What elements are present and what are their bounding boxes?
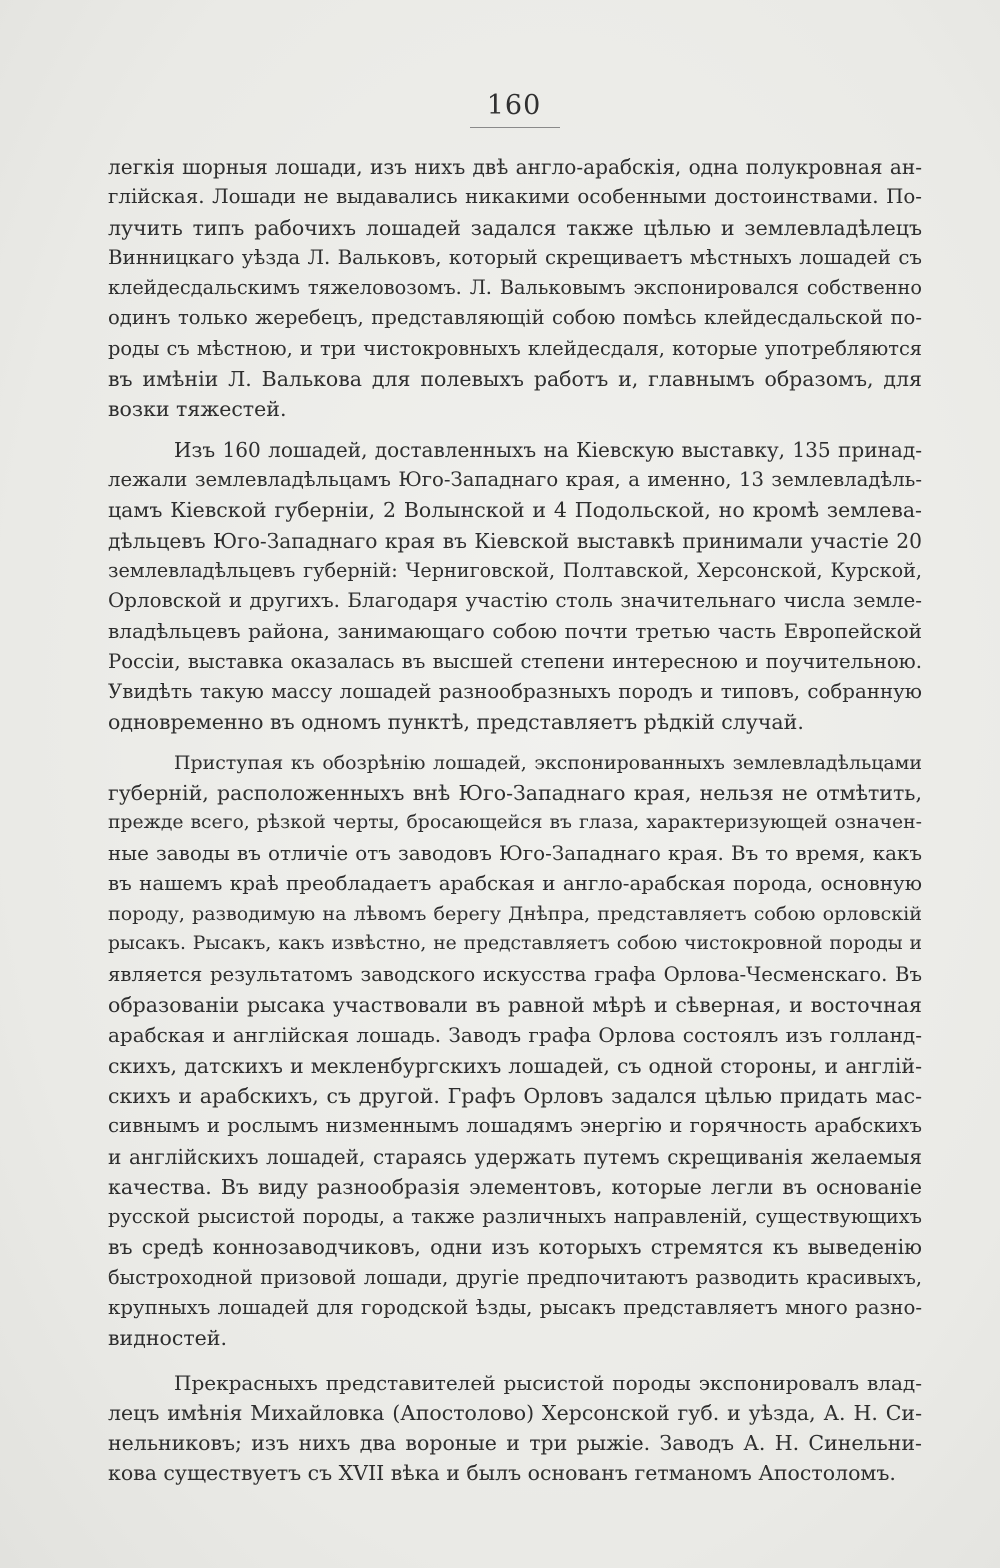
text-line: легкія шорныя лошади, изъ нихъ двѣ англо-арабскія, одна полукровная ан- (108, 155, 922, 179)
page-number-rule (470, 127, 560, 128)
text-line: видностей. (108, 1326, 227, 1351)
text-line: прежде всего, рѣзкой черты, бросающейся въ глаза, характеризующей означен- (108, 812, 922, 834)
text-line: возки тяжестей. (108, 397, 287, 422)
text-line: владѣльцевъ района, занимающаго собою почти третью часть Европейской (108, 619, 922, 644)
text-line: глійская. Лошади не выдавались никакими особенными достоинствами. По- (108, 185, 922, 209)
text-line: рысакъ. Рысакъ, какъ извѣстно, не представляетъ собою чистокровной породы и (108, 933, 922, 955)
text-line: быстроходной призовой лошади, другіе предпочитаютъ разводить красивыхъ, (108, 1265, 922, 1289)
page-number: 160 (486, 90, 542, 121)
text-line: клейдесдальскимъ тяжеловозомъ. Л. Вальковымъ экспонировался собственно (108, 276, 922, 300)
text-line: въ имѣніи Л. Валькова для полевыхъ работъ и, главнымъ образомъ, для (108, 367, 922, 392)
text-line: нельниковъ; изъ нихъ два вороные и три рыжіе. Заводъ А. Н. Синельни- (108, 1431, 922, 1456)
text-line: въ средѣ коннозаводчиковъ, одни изъ которыхъ стремятся къ выведенію (108, 1235, 922, 1260)
text-line: Приступая къ обозрѣнію лошадей, экспонированныхъ землевладѣльцами (174, 751, 922, 774)
paragraph (108, 435, 922, 738)
paragraph (108, 152, 922, 425)
text-line: сивнымъ и рослымъ низменнымъ лошадямъ энергію и горячность арабскихъ (108, 1114, 922, 1138)
text-line: является результатомъ заводского искусства графа Орлова-Чесменскаго. Въ (108, 962, 922, 986)
text-line: лецъ имѣнія Михайловка (Апостолово) Херсонской губ. и уѣзда, А. Н. Си- (108, 1400, 922, 1425)
text-line: землевладѣльцевъ губерній: Черниговской, Полтавской, Херсонской, Курской, (108, 558, 922, 582)
text-line: образованіи рысака участвовали въ равной мѣрѣ и сѣверная, и восточная (108, 993, 922, 1018)
text-line: въ нашемъ краѣ преобладаетъ арабская и англо-арабская порода, основную (108, 871, 922, 895)
paragraph (108, 748, 922, 1354)
text-line: роды съ мѣстною, и три чистокровныхъ клейдесдаля, которые употребляются (108, 336, 922, 360)
text-line: русской рысистой породы, а также различныхъ направленій, существующихъ (108, 1205, 922, 1229)
text-line: лежали землевладѣльцамъ Юго-Западнаго края, а именно, 13 землевладѣль- (108, 467, 922, 491)
text-line: скихъ и арабскихъ, съ другой. Графъ Орловъ задался цѣлью придать мас- (108, 1083, 922, 1108)
text-line: Прекрасныхъ представителей рысистой породы экспонировалъ влад- (174, 1370, 922, 1395)
text-line: крупныхъ лошадей для городской ѣзды, рысакъ представляетъ много разно- (108, 1295, 922, 1319)
text-line: Россіи, выставка оказалась въ высшей степени интересною и поучительною. (108, 649, 922, 673)
text-line: породу, разводимую на лѣвомъ берегу Днѣпра, представляетъ собою орловскій (108, 903, 922, 926)
text-line: Винницкаго уѣзда Л. Вальковъ, который скрещиваетъ мѣстныхъ лошадей съ (108, 245, 922, 269)
body-text (108, 152, 922, 1489)
text-line: губерній, расположенныхъ внѣ Юго-Западнаго края, нельзя не отмѣтить, (108, 780, 922, 805)
text-line: одновременно въ одномъ пунктѣ, представляетъ рѣдкій случай. (108, 710, 804, 735)
text-line: лучить типъ рабочихъ лошадей задался также цѣлью и землевладѣлецъ (108, 215, 922, 240)
text-line: Орловской и другихъ. Благодаря участію столь значительнаго числа земле- (108, 589, 922, 613)
text-line: Увидѣть такую массу лошадей разнообразныхъ породъ и типовъ, собранную (108, 680, 922, 704)
text-line: дѣльцевъ Юго-Западнаго края въ Кіевской выставкѣ принимали участіе 20 (108, 528, 922, 553)
text-line: арабская и англійская лошадь. Заводъ графа Орлова состоялъ изъ голланд- (108, 1023, 922, 1048)
text-line: ные заводы въ отличіе отъ заводовъ Юго-Западнаго края. Въ то время, какъ (108, 841, 922, 865)
paragraph (108, 1368, 922, 1489)
text-line: кова существуетъ съ XVII вѣка и былъ основанъ гетманомъ Апостоломъ. (108, 1461, 896, 1486)
text-line: одинъ только жеребецъ, представляющій собою помѣсь клейдесдальской по- (108, 306, 922, 330)
text-line: и англійскихъ лошадей, стараясь удержать путемъ скрещиванія желаемыя (108, 1144, 922, 1169)
text-line: качества. Въ виду разнообразія элементовъ, которые легли въ основаніе (108, 1174, 922, 1199)
text-line: скихъ, датскихъ и мекленбургскихъ лошадей, съ одной стороны, и англій- (108, 1053, 922, 1078)
text-line: Изъ 160 лошадей, доставленныхъ на Кіевскую выставку, 135 принад- (174, 437, 922, 462)
text-line: цамъ Кіевской губерніи, 2 Волынской и 4 Подольской, но кромѣ землева- (108, 498, 922, 523)
